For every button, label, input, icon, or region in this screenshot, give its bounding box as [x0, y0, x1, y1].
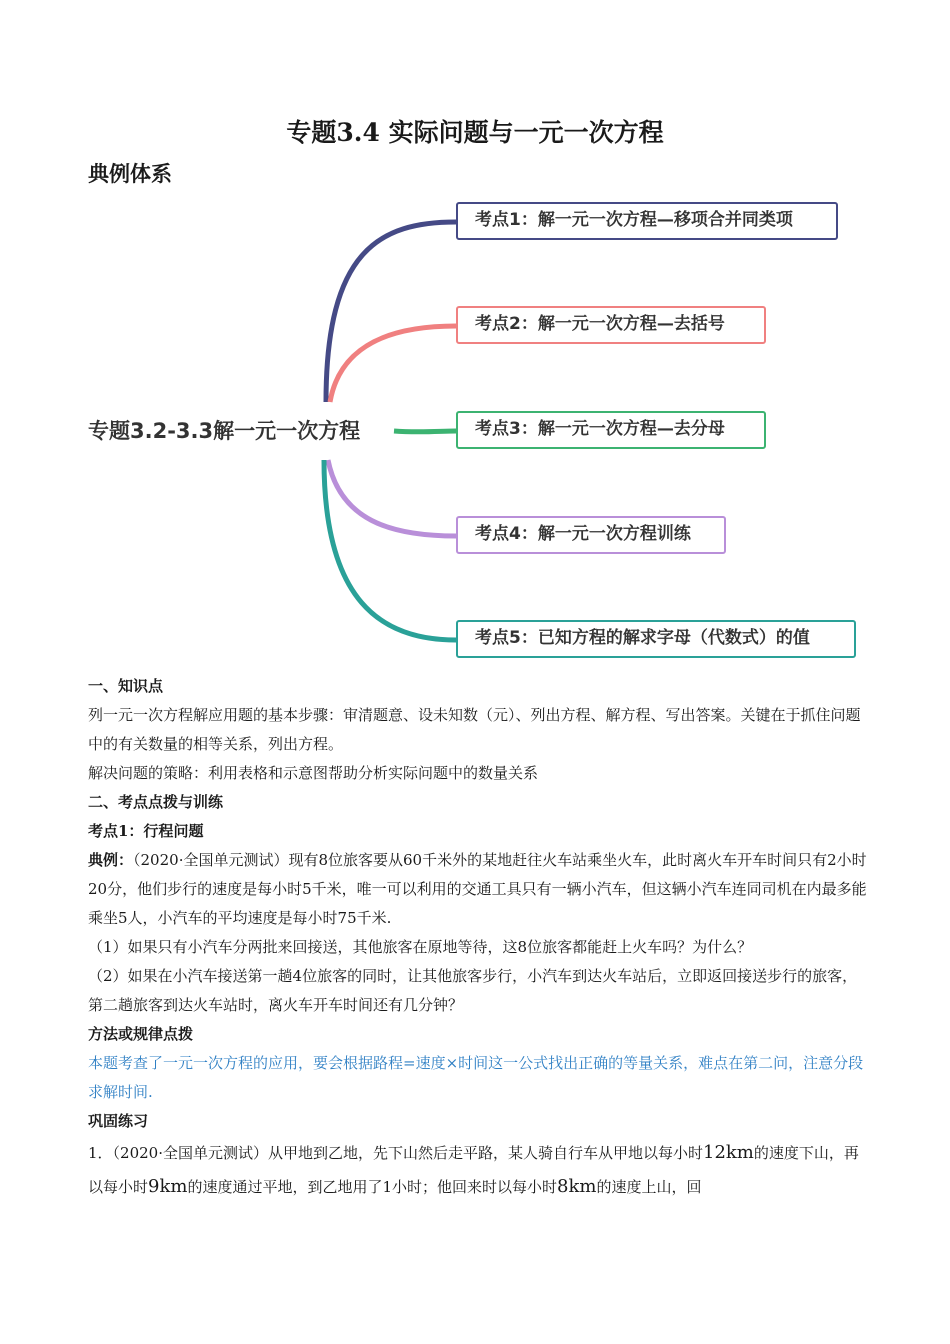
- exercise-1-part-d: 的速度上山，回: [596, 1178, 702, 1196]
- heading-training: 二、考点点拨与训练: [88, 793, 224, 811]
- mindmap-branch-3: 考点3：解一元一次方程—去分母: [456, 411, 766, 449]
- exercise-1: [88, 1136, 868, 1204]
- speed-value-2: 9km: [148, 1176, 188, 1197]
- example-label: 典例：: [88, 851, 134, 869]
- section-heading: 典例体系: [88, 161, 172, 186]
- exercise-1-part-a: 1．（2020·全国单元测试）从甲地到乙地，先下山然后走平路，某人骑自行车从甲地以每小时: [88, 1144, 703, 1162]
- example-paragraph: [88, 846, 868, 933]
- mindmap-branch-1: 考点1：解一元一次方程—移项合并同类项: [456, 202, 838, 240]
- heading-knowledge: 一、知识点: [88, 677, 164, 695]
- connector-1: [326, 222, 456, 402]
- exercise-1-part-b: 的速度下山，再以每小时: [88, 1144, 859, 1196]
- paragraph-steps: 列一元一次方程解应用题的基本步骤：审清题意、设未知数（元）、列出方程、解方程、写出答案。关键在于抓住问题中的有关数量的相等关系，列出方程。: [88, 706, 861, 753]
- connector-4: [328, 460, 456, 536]
- method-text: 本题考查了一元一次方程的应用，要会根据路程=速度×时间这一公式找出正确的等量关系，难点在第二问，注意分段求解时间.: [88, 1054, 864, 1101]
- connector-5: [324, 460, 456, 640]
- mindmap-branch-5: 考点5：已知方程的解求字母（代数式）的值: [456, 620, 856, 658]
- heading-topic1: 考点1：行程问题: [88, 822, 204, 840]
- connector-3: [394, 431, 456, 432]
- document-body: [88, 672, 868, 1204]
- mindmap-branch-2: 考点2：解一元一次方程—去括号: [456, 306, 766, 344]
- speed-value-1: 12km: [703, 1142, 754, 1163]
- example-text: （2020·全国单元测试）现有8位旅客要从60千米外的某地赶往火车站乘坐火车，此时离火车开车时间只有2小时20分，他们步行的速度是每小时5千米，唯一可以利用的交通工具只有一辆小汽车，但这辆小汽车连同司机在内最多能乘坐5人，小汽车的平均速度是每小时75千米.: [88, 851, 867, 927]
- question-2: （2）如果在小汽车接送第一趟4位旅客的同时，让其他旅客步行，小汽车到达火车站后，立即返回接送步行的旅客，第二趟旅客到达火车站时，离火车开车时间还有几分钟？: [88, 967, 858, 1014]
- exercise-1-part-c: 的速度通过平地，到乙地用了1小时；他回来时以每小时: [187, 1178, 557, 1196]
- speed-value-3: 8km: [557, 1176, 597, 1197]
- mindmap-branch-4: 考点4：解一元一次方程训练: [456, 516, 726, 554]
- mindmap-root: 专题3.2-3.3解一元一次方程: [88, 419, 361, 443]
- question-1: （1）如果只有小汽车分两批来回接送，其他旅客在原地等待，这8位旅客都能赶上火车吗？为什么？: [88, 938, 753, 956]
- page-title: 专题3.4 实际问题与一元一次方程: [286, 118, 664, 147]
- heading-method: 方法或规律点拨: [88, 1025, 194, 1043]
- connector-2: [330, 326, 456, 402]
- heading-practice: 巩固练习: [88, 1112, 149, 1130]
- paragraph-strategy: 解决问题的策略：利用表格和示意图帮助分析实际问题中的数量关系: [88, 764, 539, 782]
